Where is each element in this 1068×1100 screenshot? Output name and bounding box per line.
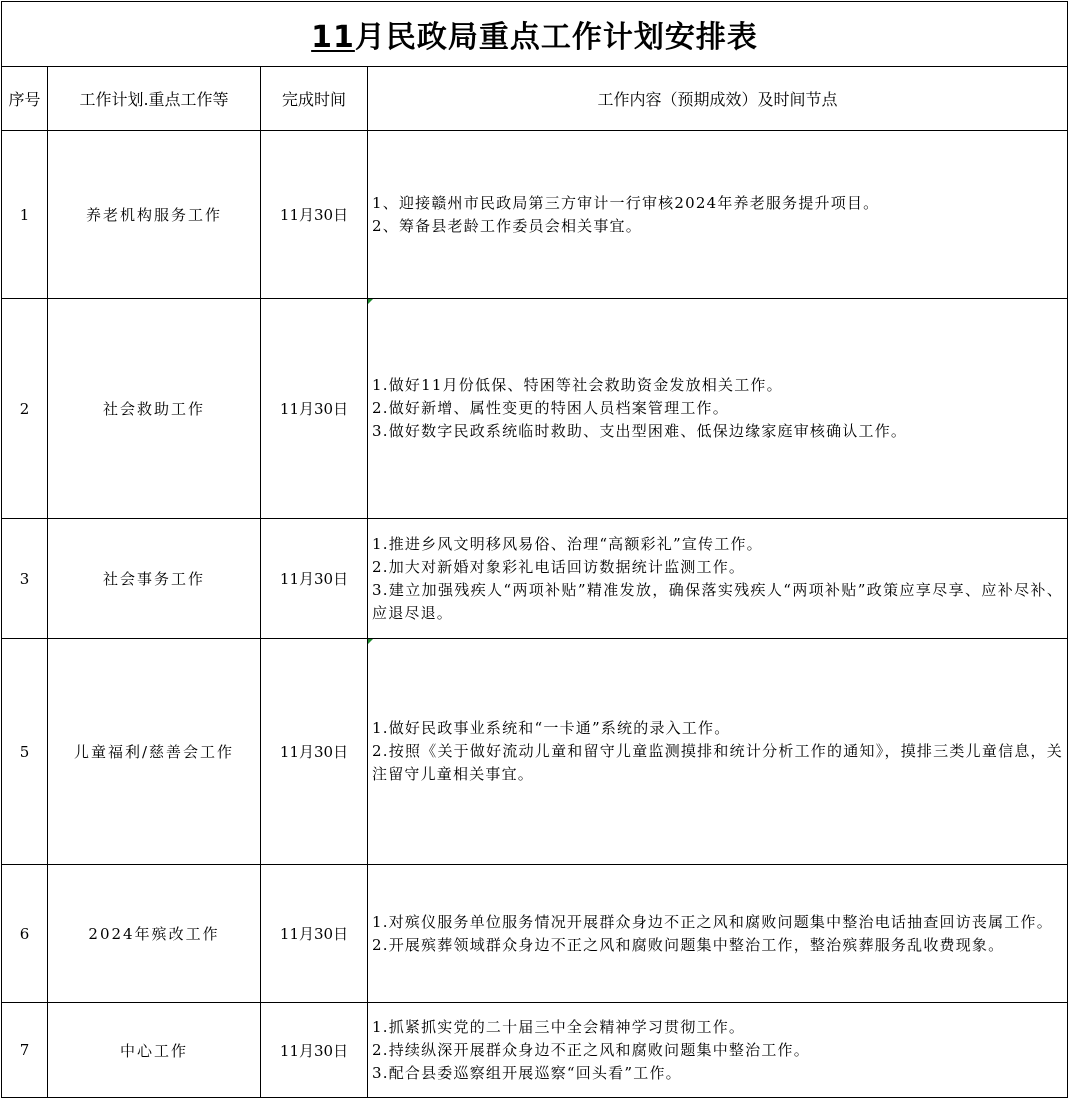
title-row bbox=[2, 2, 1068, 67]
content-line: 1.做好11月份低保、特困等社会救助资金发放相关工作。 bbox=[372, 376, 783, 394]
row-index: 6 bbox=[2, 865, 48, 1003]
row-plan: 2024年殡改工作 bbox=[48, 865, 261, 1003]
row-content bbox=[368, 131, 1068, 299]
table-row bbox=[2, 519, 1068, 639]
content-line: 1.对殡仪服务单位服务情况开展群众身边不正之风和腐败问题集中整治电话抽查回访丧属工作。 bbox=[372, 912, 1053, 931]
row-plan: 中心工作 bbox=[48, 1003, 261, 1098]
row-time: 11月30日 bbox=[261, 519, 368, 639]
title-text: 月民政局重点工作计划安排表 bbox=[354, 20, 758, 55]
row-content bbox=[368, 519, 1068, 639]
table-row bbox=[2, 639, 1068, 865]
table-row bbox=[2, 131, 1068, 299]
content-line: 1.做好民政事业系统和“一卡通”系统的录入工作。 bbox=[372, 719, 731, 737]
table-row bbox=[2, 865, 1068, 1003]
row-time: 11月30日 bbox=[261, 299, 368, 519]
row-plan: 社会救助工作 bbox=[48, 299, 261, 519]
header-row bbox=[2, 67, 1068, 131]
column-header-content: 工作内容（预期成效）及时间节点 bbox=[368, 67, 1068, 131]
row-time: 11月30日 bbox=[261, 865, 368, 1003]
row-content bbox=[368, 639, 1068, 865]
row-plan: 社会事务工作 bbox=[48, 519, 261, 639]
row-plan: 儿童福利/慈善会工作 bbox=[48, 639, 261, 865]
work-plan-table bbox=[1, 1, 1068, 1098]
row-plan: 养老机构服务工作 bbox=[48, 131, 261, 299]
page-title bbox=[2, 2, 1068, 67]
content-line: 3.做好数字民政系统临时救助、支出型困难、低保边缘家庭审核确认工作。 bbox=[372, 422, 908, 440]
row-index: 5 bbox=[2, 639, 48, 865]
row-time: 11月30日 bbox=[261, 639, 368, 865]
row-time: 11月30日 bbox=[261, 131, 368, 299]
row-content bbox=[368, 299, 1068, 519]
row-index: 1 bbox=[2, 131, 48, 299]
row-index: 3 bbox=[2, 519, 48, 639]
content-line: 1.抓紧抓实党的二十届三中全会精神学习贯彻工作。 bbox=[372, 1017, 746, 1036]
content-line: 2.持续纵深开展群众身边不正之风和腐败问题集中整治工作。 bbox=[372, 1040, 810, 1059]
content-line: 3.建立加强残疾人“两项补贴”精准发放，确保落实残疾人“两项补贴”政策应享尽享、应补尽补、应退尽退。 bbox=[372, 580, 1063, 622]
row-content bbox=[368, 1003, 1068, 1098]
table-row bbox=[2, 299, 1068, 519]
cell-comment-marker bbox=[368, 299, 373, 304]
column-header-index: 序号 bbox=[2, 67, 48, 131]
content-line: 1.推进乡风文明移风易俗、治理“高额彩礼”宣传工作。 bbox=[372, 534, 763, 553]
row-index: 2 bbox=[2, 299, 48, 519]
row-index: 7 bbox=[2, 1003, 48, 1098]
content-line: 2.开展殡葬领域群众身边不正之风和腐败问题集中整治工作，整治殡葬服务乱收费现象。 bbox=[372, 935, 1005, 954]
row-time: 11月30日 bbox=[261, 1003, 368, 1098]
table-row bbox=[2, 1003, 1068, 1098]
content-line: 2.按照《关于做好流动儿童和留守儿童监测摸排和统计分析工作的通知》，摸排三类儿童信息，关注留守儿童相关事宜。 bbox=[372, 742, 1063, 783]
cell-comment-marker bbox=[368, 639, 373, 644]
title-month-number: 11 bbox=[311, 20, 355, 55]
content-line: 2、筹备县老龄工作委员会相关事宜。 bbox=[372, 216, 642, 235]
row-content bbox=[368, 865, 1068, 1003]
column-header-plan: 工作计划.重点工作等 bbox=[48, 67, 261, 131]
content-line: 2.做好新增、属性变更的特困人员档案管理工作。 bbox=[372, 399, 729, 417]
content-line: 3.配合县委巡察组开展巡察“回头看”工作。 bbox=[372, 1063, 682, 1082]
content-line: 1、迎接赣州市民政局第三方审计一行审核2024年养老服务提升项目。 bbox=[372, 193, 880, 212]
column-header-time: 完成时间 bbox=[261, 67, 368, 131]
content-line: 2.加大对新婚对象彩礼电话回访数据统计监测工作。 bbox=[372, 557, 746, 576]
